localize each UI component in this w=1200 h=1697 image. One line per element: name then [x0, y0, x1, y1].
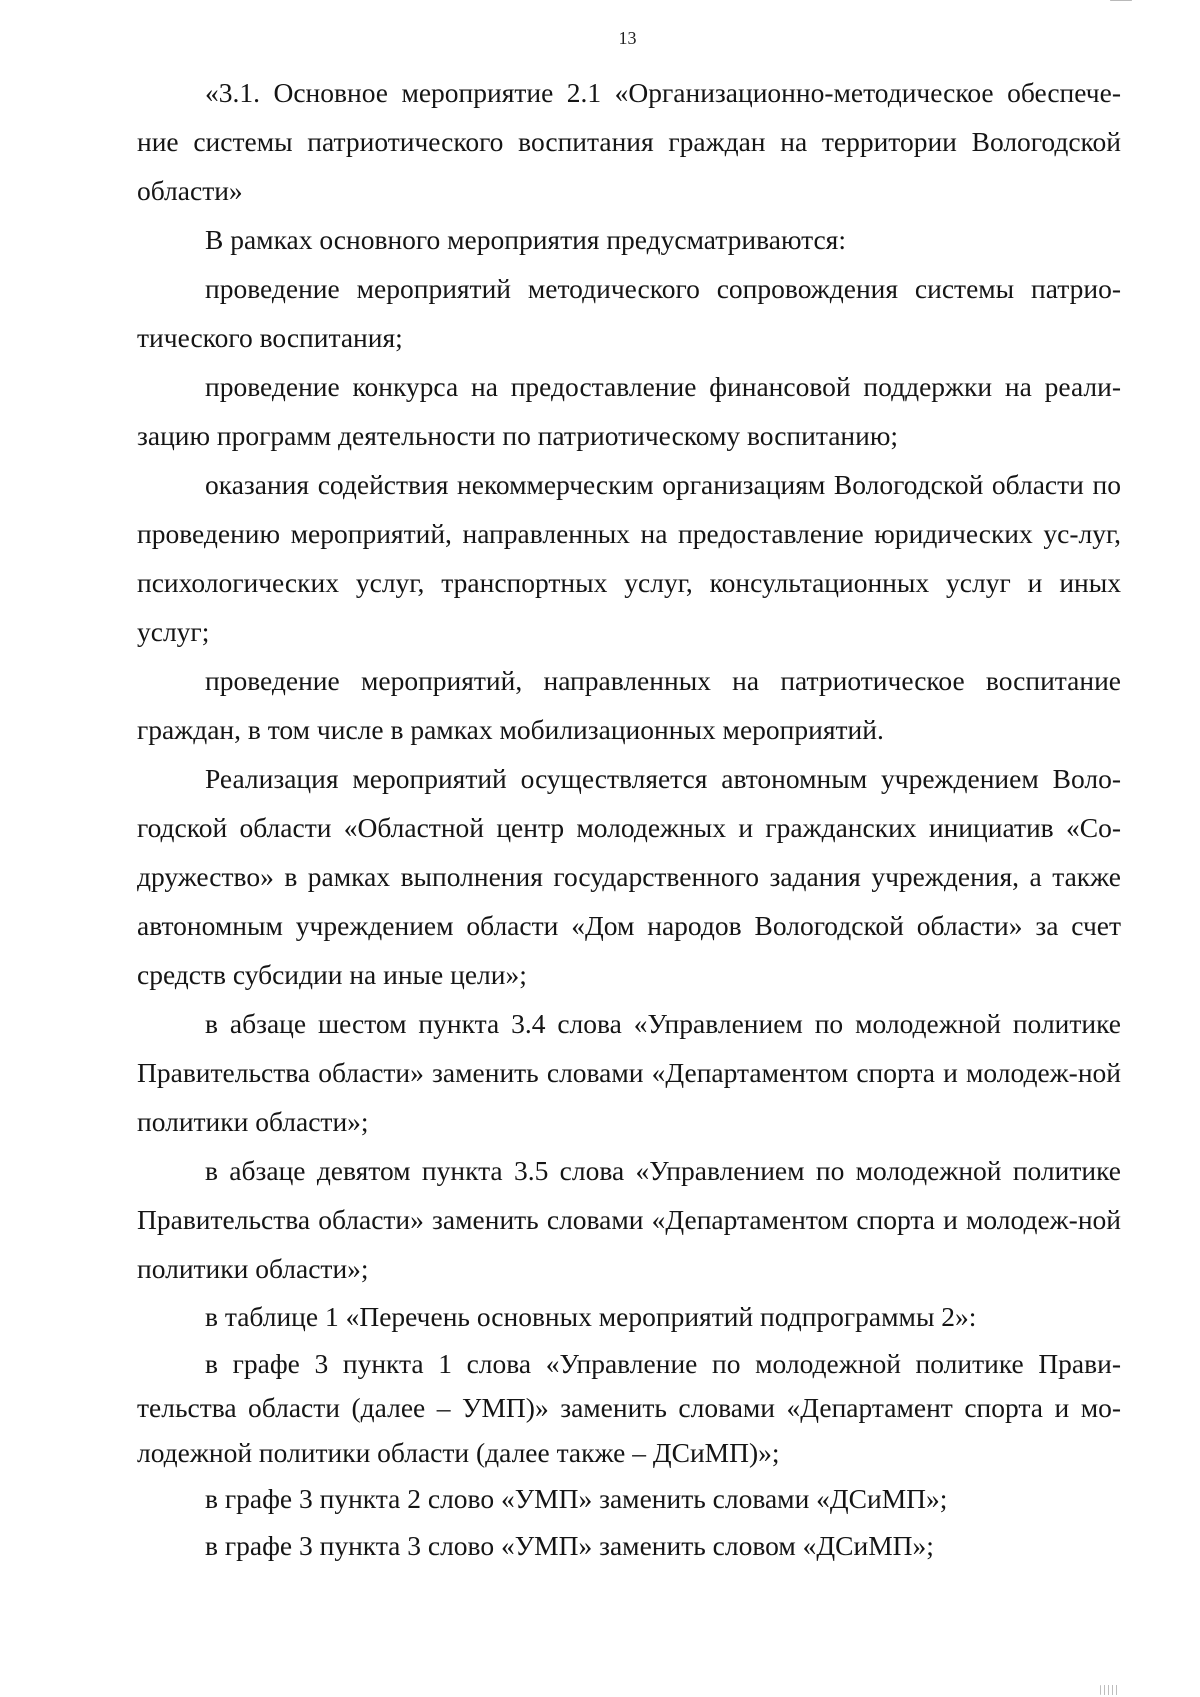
paragraph-patriotic-events: проведение мероприятий, направленных на патриотическое воспитание граждан, в том числе в рамках мобилизационных мероприятий.: [137, 665, 1121, 745]
scan-speck-top-right: [1110, 0, 1132, 1]
document-body: [137, 68, 1121, 1568]
paragraph-implementation: Реализация мероприятий осуществляется автономным учреждением Воло-годской области «Областной центр молодежных и гражданских инициатив «Со-дружество» в рамках выполнения государственного задания учреждения, а также автономным учреждением области «Дом народов Вологодской области» за счет средств субсидии на иные цели»;: [137, 763, 1121, 990]
paragraph-column-3-item-2: в графе 3 пункта 2 слово «УМП» заменить словами «ДСиМП»;: [205, 1483, 948, 1514]
paragraph-item-3-5: в абзаце девятом пункта 3.5 слова «Управлением по молодежной политике Правительства области» заменить словами «Департаментом спорта и молодеж-ной политики области»;: [137, 1155, 1121, 1284]
paragraph-assistance-ngo: оказания содействия некоммерческим организациям Вологодской области по проведению мероприятий, направленных на предоставление юридических ус-луг, психологических услуг, транспортных услуг, консультационных услуг и иных услуг;: [137, 469, 1121, 647]
paragraph-column-3-item-3: в графе 3 пункта 3 слово «УМП» заменить словом «ДСиМП»;: [205, 1529, 934, 1561]
page-number: 13: [618, 28, 637, 48]
paragraph-methodical-support: проведение мероприятий методического сопровождения системы патрио-тического воспитания;: [137, 273, 1121, 353]
paragraph-provisions-intro: В рамках основного мероприятия предусматриваются:: [205, 224, 846, 255]
scan-speck-bottom-right: [1100, 1685, 1118, 1695]
paragraph-table-1: в таблице 1 «Перечень основных мероприятий подпрограммы 2»:: [205, 1301, 977, 1332]
paragraph-item-3-4: в абзаце шестом пункта 3.4 слова «Управлением по молодежной политике Правительства области» заменить словами «Департаментом спорта и молодеж-ной политики области»;: [137, 1008, 1121, 1137]
paragraph-column-3-item-1: в графе 3 пункта 1 слова «Управление по молодежной политике Прави-тельства области (далее – УМП)» заменить словами «Департамент спорта и мо-лодежной политики области (далее также – ДСиМП)»;: [137, 1347, 1121, 1468]
paragraph-main-event-title: «3.1. Основное мероприятие 2.1 «Организационно-методическое обеспече-ние системы патриотического воспитания граждан на территории Вологодской области»: [137, 77, 1121, 206]
paragraph-competition: проведение конкурса на предоставление финансовой поддержки на реали-зацию программ деятельности по патриотическому воспитанию;: [137, 371, 1121, 451]
